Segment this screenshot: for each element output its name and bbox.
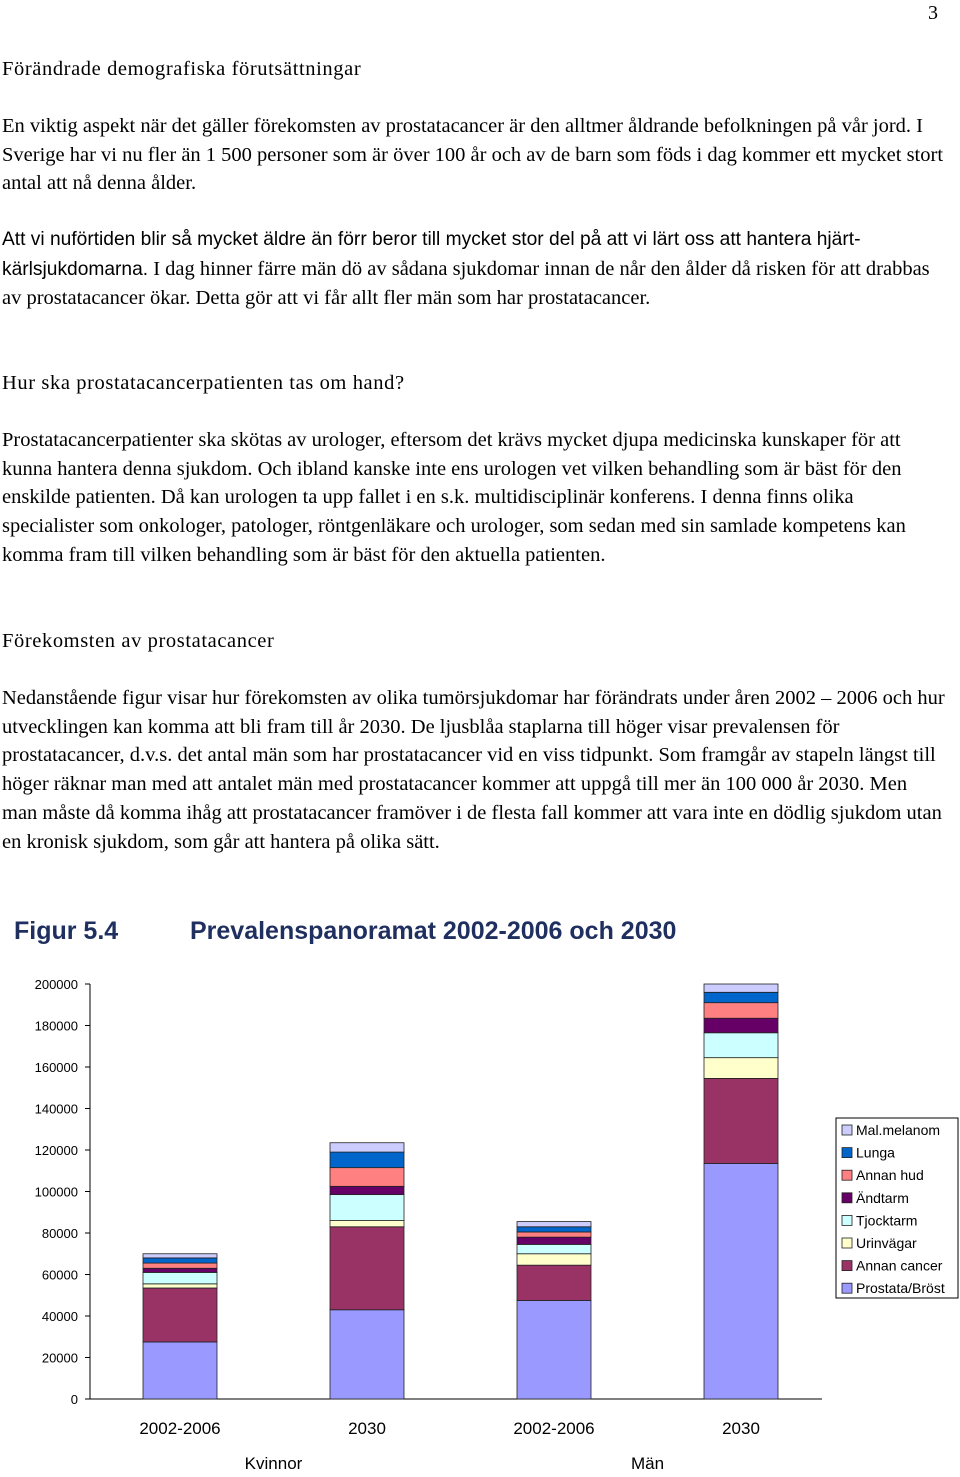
bar-segment (330, 1221, 404, 1227)
legend-label: Ändtarm (856, 1189, 909, 1206)
legend-swatch (842, 1238, 852, 1248)
bar-segment (143, 1263, 217, 1268)
legend-swatch (842, 1148, 852, 1158)
bar-segment (517, 1227, 591, 1232)
y-tick-label: 100000 (34, 1184, 78, 1200)
y-tick-label: 140000 (34, 1101, 78, 1117)
bar-segment (143, 1268, 217, 1272)
bar-segment (517, 1232, 591, 1237)
page-number: 3 (928, 2, 938, 24)
bar-segment (704, 992, 778, 1002)
legend-label: Lunga (856, 1144, 895, 1161)
legend-label: Prostata/Bröst (856, 1280, 945, 1297)
legend-swatch (842, 1215, 852, 1225)
bar-segment (517, 1237, 591, 1244)
y-tick-label: 60000 (41, 1267, 78, 1283)
bar-segment (330, 1152, 404, 1168)
heading-demografi: Förändrade demografiska förutsättningar (2, 58, 362, 80)
bar-segment (517, 1300, 591, 1399)
bar-segment (143, 1284, 217, 1288)
legend-swatch (842, 1261, 852, 1271)
bar-segment (704, 1078, 778, 1163)
legend-swatch (842, 1125, 852, 1135)
bar-segment (143, 1342, 217, 1399)
paragraph-hjart-karl-rest: I dag hinner färre män dö av sådana sjukdomar innan de når den ålder då risken för att drabbas av prostatacancer ökar. Detta gör att vi får allt fler män som har prostatacancer. (2, 257, 930, 310)
bar-segment (143, 1272, 217, 1283)
bar-segment (143, 1258, 217, 1263)
paragraph-figurbeskrivning: Nedanstående figur visar hur förekomsten av olika tumörsjukdomar har förändrats under åren 2002 – 2006 och hur utvecklingen kan komma att bli fram till år 2030. De ljusblåa staplarna till höger visar prevalensen för prostatacancer, d.v.s. det antal män som har prostatacancer vid en viss tidpunkt. Som framgår av stapeln längst till höger räknar man med att antalet män med prostatacancer kommer att uppgå till mer än 100 000 år 2030. Men man måste då komma ihåg att prostatacancer framöver i de flesta fall kommer att vara inte en dödlig sjukdom utan en kronisk sjukdom, som går att hantera på olika sätt. (2, 687, 945, 853)
legend-label: Annan hud (856, 1167, 924, 1184)
x-group-label: Kvinnor (244, 1454, 303, 1473)
legend-swatch (842, 1283, 852, 1293)
x-tick-label: 2002-2006 (513, 1419, 595, 1438)
y-tick-label: 80000 (41, 1226, 78, 1241)
legend-swatch (842, 1193, 852, 1203)
bar-segment (330, 1310, 404, 1399)
y-tick-label: 120000 (34, 1143, 78, 1158)
bar-segment (517, 1254, 591, 1265)
x-tick-label: 2030 (722, 1419, 760, 1438)
bar-segment (330, 1143, 404, 1152)
legend-label: Urinvägar (856, 1235, 917, 1251)
paragraph-urologer: Prostatacancerpatienter ska skötas av urologer, eftersom det krävs mycket djupa medicinska kunskaper för att kunna hantera denna sjukdom. Och ibland kanske inte ens urologen vet vilken behandling som är bäst för den enskilde patienten. Då kan urologen ta upp fallet i en s.k. multidisciplinär konferens. I denna finns olika specialister som onkologer, patologer, röntgenläkare och urologer, som sedan med sin samlade kompetens kan komma fram till vilken behandling som är bäst för den aktuella patienten. (2, 429, 906, 566)
bar-segment (704, 1163, 778, 1399)
paragraph-hjart-karl-first: Att vi nuförtiden blir så mycket äldre än förr beror till mycket stor del på att vi lärt oss att hantera hjärt-kärlsjukdomarna. (2, 229, 861, 280)
y-tick-label: 40000 (41, 1309, 78, 1324)
legend-label: Annan cancer (856, 1257, 943, 1274)
heading-forekomst: Förekomsten av prostatacancer (2, 630, 275, 652)
bar-segment (517, 1265, 591, 1300)
bar-segment (704, 1058, 778, 1079)
bar-segment (704, 984, 778, 992)
bar-segment (330, 1227, 404, 1310)
bar-segment (517, 1222, 591, 1227)
bar-segment (704, 1018, 778, 1033)
figure-label: Figur 5.4 (14, 917, 119, 945)
legend-swatch (842, 1170, 852, 1180)
y-tick-label: 180000 (34, 1018, 78, 1034)
paragraph-hjart-karl (2, 226, 946, 314)
legend-label: Mal.melanom (856, 1122, 941, 1138)
y-tick-label: 160000 (34, 1060, 78, 1075)
prevalence-chart (0, 905, 960, 1477)
bar-segment (330, 1195, 404, 1221)
bar-segment (517, 1244, 591, 1253)
y-tick-label: 0 (70, 1392, 78, 1407)
bar-segment (330, 1168, 404, 1187)
paragraph-aldrande: En viktig aspekt när det gäller förekomsten av prostatacancer är den alltmer åldrande befolkningen på vår jord. I Sverige har vi nu fler än 1 500 personer som är över 100 år och av de barn som föds i dag kommer ett mycket stort antal att nå denna ålder. (2, 115, 944, 195)
chart-title: Prevalenspanoramat 2002-2006 och 2030 (190, 917, 677, 945)
bar-segment (704, 1003, 778, 1019)
x-tick-label: 2002-2006 (139, 1419, 221, 1438)
heading-omhandertagande: Hur ska prostatacancerpatienten tas om hand? (2, 372, 405, 394)
x-group-label: Män (630, 1454, 665, 1473)
bar-segment (330, 1186, 404, 1194)
bar-segment (704, 1033, 778, 1058)
bar-segment (143, 1254, 217, 1258)
y-tick-label: 20000 (41, 1350, 78, 1366)
x-tick-label: 2030 (348, 1419, 386, 1438)
legend-label: Tjocktarm (856, 1212, 918, 1229)
y-tick-label: 200000 (34, 977, 78, 992)
bar-segment (143, 1288, 217, 1342)
